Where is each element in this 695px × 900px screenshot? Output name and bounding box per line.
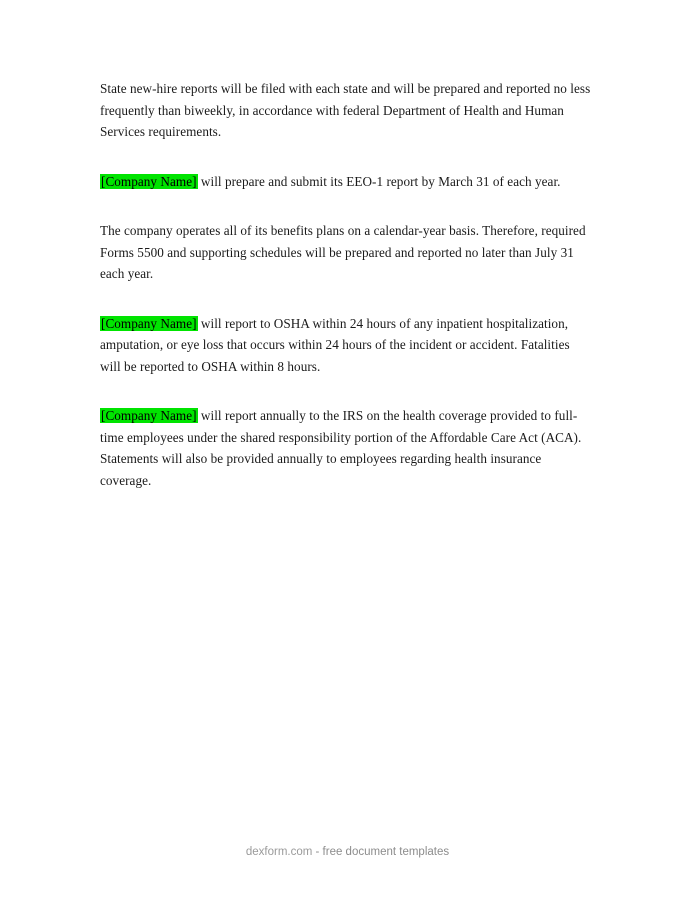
paragraph-3-text: The company operates all of its benefits plans on a calendar-year basis. Therefore, required Forms 5500 and supporting schedules will be prepared and reported no later than July 31 each year. — [100, 223, 586, 281]
company-name-placeholder: [Company Name] — [101, 173, 197, 189]
document-body — [100, 78, 592, 519]
paragraph-1 — [100, 78, 592, 143]
paragraph-2 — [100, 171, 592, 193]
company-name-placeholder: [Company Name] — [101, 408, 197, 423]
paragraph-3 — [100, 220, 592, 285]
footer-brand: dexform.com — [245, 846, 313, 858]
paragraph-1-text: State new-hire reports will be filed with each state and will be prepared and reported no less frequently than biweekly, in accordance with federal Department of Health and Human Services requirements. — [100, 81, 591, 139]
company-name-placeholder: [Company Name] — [101, 315, 197, 331]
paragraph-2-text: will prepare and submit its EEO-1 report by March 31 of each year. — [197, 173, 561, 189]
paragraph-4-text: will report to OSHA within 24 hours of any inpatient hospitalization, amputation, or eye loss that occurs within 24 hours of the incident or accident. Fatalities will be reported to OSHA within 8 hours. — [100, 315, 570, 374]
paragraph-5-text: will report annually to the IRS on the health coverage provided to full-time employees under the shared responsibility portion of the Affordable Care Act (ACA). Statements will also be provided annually to employees regarding health insurance coverage. — [100, 408, 582, 488]
page-footer — [0, 846, 695, 858]
paragraph-5 — [100, 405, 592, 491]
footer-tagline: - free document templates — [312, 846, 450, 858]
paragraph-4 — [100, 313, 592, 378]
